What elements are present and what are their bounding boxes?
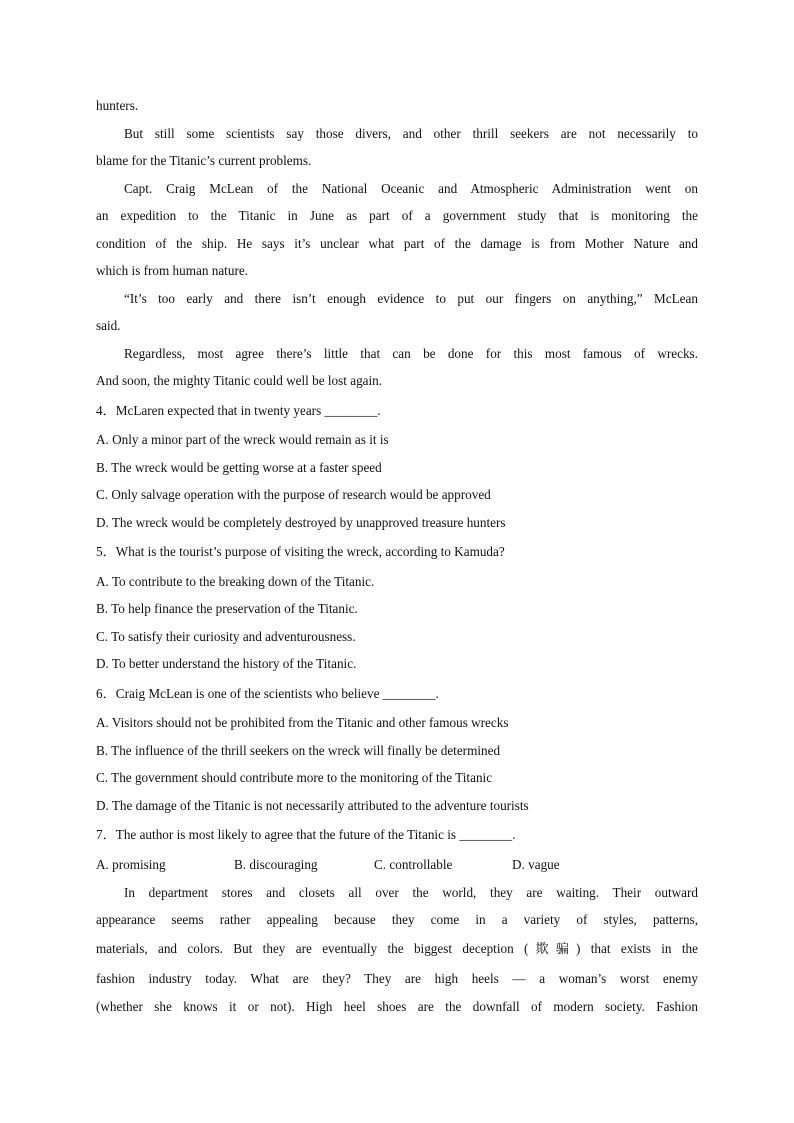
passage-line: (whether she knows it or not). High heel shoes are the downfall of modern society. Fashion [96,999,698,1014]
answer-option[interactable]: C. Only salvage operation with the purpose of research would be approved [96,487,491,502]
passage-line: an expedition to the Titanic in June as part of a government study that is monitoring the [96,208,698,223]
answer-option[interactable]: C. To satisfy their curiosity and adventurousness. [96,629,356,644]
answer-option[interactable]: D. vague [512,857,560,872]
answer-options-row [96,855,698,875]
passage-line: fashion industry today. What are they? They are high heels — a woman’s worst enemy [96,971,698,986]
passage-line: And soon, the mighty Titanic could well be lost again. [96,373,383,388]
question-stem: 5．What is the tourist’s purpose of visiting the wreck, according to Kamuda? [96,544,505,559]
passage-line: said. [96,318,121,333]
passage-line: materials, and colors. But they are eventually the biggest deception (欺骗) that exists in the [96,941,698,956]
answer-option[interactable]: C. The government should contribute more to the monitoring of the Titanic [96,770,493,785]
answer-option[interactable]: D. To better understand the history of the Titanic. [96,656,357,671]
answer-option[interactable]: C. controllable [374,857,453,872]
question-stem: 4．McLaren expected that in twenty years ________. [96,403,381,418]
question-stem: 6．Craig McLean is one of the scientists who believe ________. [96,686,439,701]
passage-line: which is from human nature. [96,263,248,278]
passage-line: Capt. Craig McLean of the National Oceanic and Atmospheric Administration went on [124,181,698,196]
answer-option[interactable]: B. To help finance the preservation of the Titanic. [96,601,358,616]
answer-option[interactable]: A. To contribute to the breaking down of the Titanic. [96,574,375,589]
answer-option[interactable]: B. The influence of the thrill seekers on the wreck will finally be determined [96,743,501,758]
answer-option[interactable]: A. Only a minor part of the wreck would remain as it is [96,432,389,447]
passage-line: hunters. [96,98,139,113]
passage-line: appearance seems rather appealing because they come in a variety of styles, patterns, [96,912,698,927]
passage-line: “It’s too early and there isn’t enough evidence to put our fingers on anything,” McLean [124,291,698,306]
answer-option[interactable]: D. The damage of the Titanic is not necessarily attributed to the adventure tourists [96,798,529,813]
answer-option[interactable]: D. The wreck would be completely destroyed by unapproved treasure hunters [96,515,506,530]
answer-option[interactable]: A. promising [96,857,166,872]
passage-line: Regardless, most agree there’s little that can be done for this most famous of wrecks. [124,346,698,361]
passage-line: But still some scientists say those divers, and other thrill seekers are not necessarily to [124,126,698,141]
passage-line: condition of the ship. He says it’s unclear what part of the damage is from Mother Nature and [96,236,698,251]
passage-line: blame for the Titanic’s current problems. [96,153,312,168]
answer-option[interactable]: B. discouraging [234,857,318,872]
answer-option[interactable]: A. Visitors should not be prohibited from the Titanic and other famous wrecks [96,715,509,730]
question-stem: 7．The author is most likely to agree that the future of the Titanic is ________. [96,827,516,842]
passage-line: In department stores and closets all over the world, they are waiting. Their outward [124,885,698,900]
answer-option[interactable]: B. The wreck would be getting worse at a faster speed [96,460,382,475]
